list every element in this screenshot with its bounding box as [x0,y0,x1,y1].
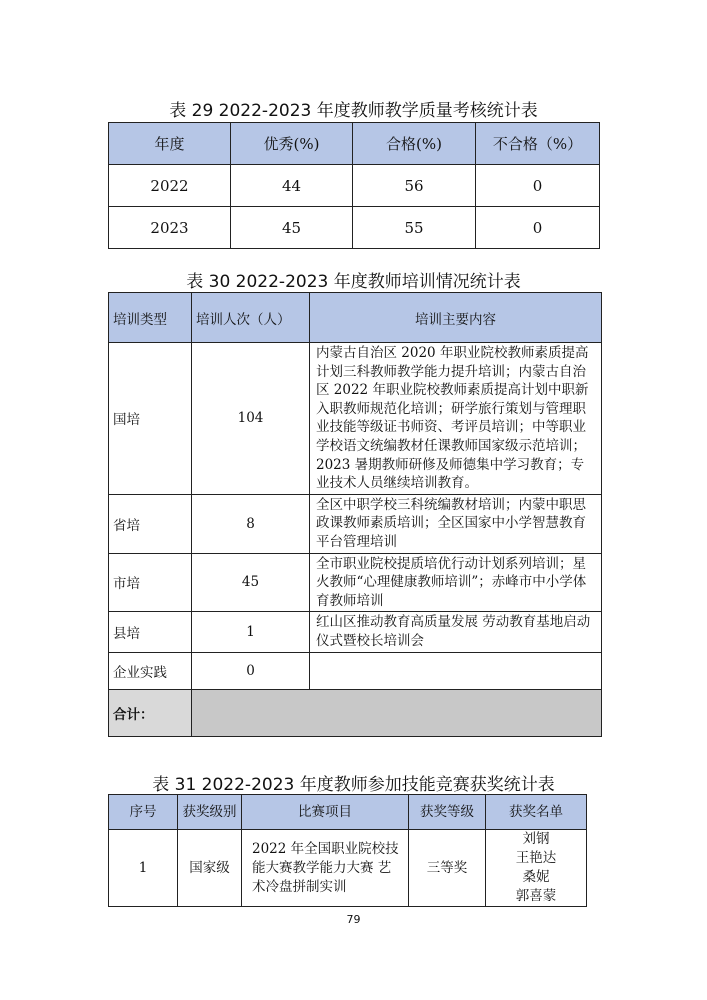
table-cell [310,652,602,689]
table-cell: 55 [353,207,476,249]
column-header: 合格(%) [353,123,476,165]
column-header: 比赛项目 [242,795,409,830]
table-cell: 45 [192,553,310,612]
table-cell: 44 [231,165,353,207]
table-row [109,343,602,495]
column-header: 不合格（%） [476,123,600,165]
table-row [109,494,602,553]
table-cell: 国家级 [178,830,242,907]
award-name: 桑妮 [522,869,550,885]
table-cell: 市培 [109,553,192,612]
table-cell: 省培 [109,494,192,553]
table-cell: 企业实践 [109,652,192,689]
table-row [109,207,600,249]
table-total-row [109,689,602,736]
table-header-row [109,123,600,165]
table-cell: 内蒙古自治区 2020 年职业院校教师素质提高计划三科教师教学能力提升培训；内蒙古自治区 2022 年职业院校教师素质提高计划中职新入职教师规范化培训；研学旅行策划与管理职业技能等级证书师资、考评员培训；中等职业学校语文统编教材任课教师国家级示范培训；2023 暑期教师研修及师德集中学习教育；专业技术人员继续培训教育。 [310,343,602,495]
award-name: 刘钢 [522,831,550,847]
table-cell: 2022 [109,165,231,207]
column-header: 获奖名单 [486,795,587,830]
table31-caption: 表 31 2022-2023 年度教师参加技能竞赛获奖统计表 [152,775,555,795]
table-row [109,553,602,612]
table29-caption: 表 29 2022-2023 年度教师教学质量考核统计表 [169,101,538,121]
table-cell: 56 [353,165,476,207]
award-name: 郭喜蒙 [515,888,557,904]
table-cell: 2023 [109,207,231,249]
table-cell: 0 [476,207,600,249]
table-cell: 0 [476,165,600,207]
award-name: 王艳达 [515,850,557,866]
table30-teacher-training [108,292,602,737]
table-row [109,612,602,652]
total-value-cell [192,689,602,736]
page-number: 79 [346,913,361,926]
table-row [109,830,587,907]
table-cell: 全区中职学校三科统编教材培训；内蒙中职思政课教师素质培训；全区国家中小学智慧教育平台管理培训 [310,494,602,553]
column-header: 序号 [109,795,178,830]
column-header: 培训类型 [109,293,192,343]
column-header: 培训主要内容 [310,293,602,343]
table-cell: 1 [192,612,310,652]
column-header: 优秀(%) [231,123,353,165]
table-row [109,165,600,207]
award-names-cell [486,830,587,907]
table29-teaching-quality [108,122,600,249]
table-header-row [109,795,587,830]
table30-caption: 表 30 2022-2023 年度教师培训情况统计表 [186,272,521,292]
table-cell: 8 [192,494,310,553]
table-cell: 45 [231,207,353,249]
table-cell: 全市职业院校提质培优行动计划系列培训；星火教师“心理健康教师培训”；赤峰市中小学体育教师培训 [310,553,602,612]
column-header: 年度 [109,123,231,165]
table-cell: 104 [192,343,310,495]
table-cell: 三等奖 [409,830,486,907]
table-cell: 县培 [109,612,192,652]
column-header: 培训人次（人） [192,293,310,343]
total-label: 合计： [109,689,192,736]
table-header-row [109,293,602,343]
table31-skills-competition [108,794,587,907]
table-cell: 1 [109,830,178,907]
table-cell: 2022 年全国职业院校技能大赛教学能力大赛 艺术冷盘拼制实训 [242,830,409,907]
column-header: 获奖等级 [409,795,486,830]
table-cell: 0 [192,652,310,689]
table-row [109,652,602,689]
table-cell: 红山区推动教育高质量发展 劳动教育基地启动仪式暨校长培训会 [310,612,602,652]
column-header: 获奖级别 [178,795,242,830]
table-cell: 国培 [109,343,192,495]
